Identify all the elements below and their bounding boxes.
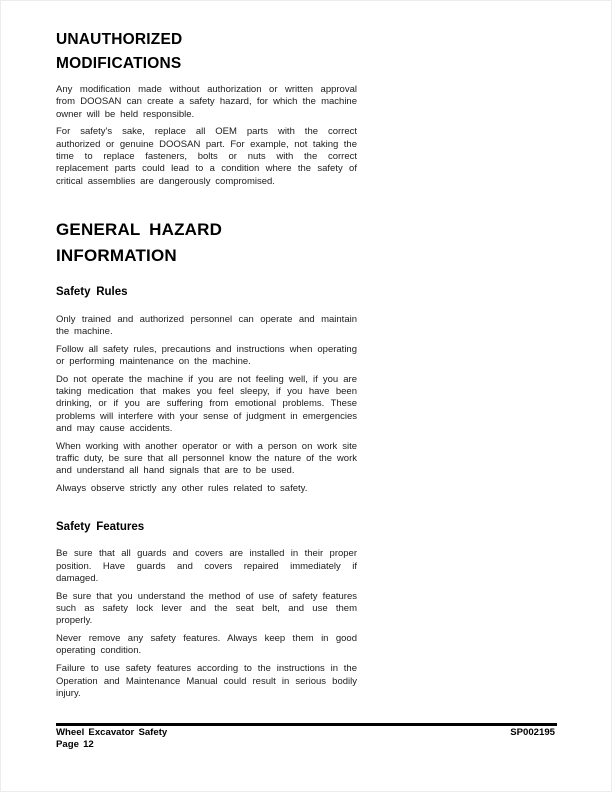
paragraph: Always observe strictly any other rules related to safety. xyxy=(56,483,308,495)
paragraph: Any modification made without authorization or written approval from DOOSAN can create a safety hazard, for which the machine owner will be held responsible. xyxy=(56,84,357,120)
subsection-title-safety-rules: Safety Rules xyxy=(56,285,128,298)
paragraph: Be sure that all guards and covers are installed in their proper position. Have guards and covers repaired immediately if damaged. xyxy=(56,548,357,584)
footer-page-number: Page 12 xyxy=(56,739,94,750)
paragraph: For safety's sake, replace all OEM parts with the correct authorized or genuine DOOSAN part. For example, not taking the time to replace fasteners, bolts or nuts with the correct replacement parts could lead to a condition where the safety of critical assemblies are dangerously compromised. xyxy=(56,126,357,187)
paragraph: Only trained and authorized personnel can operate and maintain the machine. xyxy=(56,313,357,337)
paragraph: Never remove any safety features. Always keep them in good operating condition. xyxy=(56,633,357,657)
section-title-general-hazard-information: GENERAL HAZARD INFORMATION xyxy=(56,219,223,265)
section-title-unauthorized-modifications: UNAUTHORIZED MODIFICATIONS xyxy=(56,31,183,72)
footer-document-code: SP002195 xyxy=(510,727,555,738)
paragraph: Failure to use safety features according to the instructions in the Operation and Maintenance Manual could result in serious bodily injury. xyxy=(56,663,357,699)
paragraph: Follow all safety rules, precautions and instructions when operating or performing maintenance on the machine. xyxy=(56,343,357,368)
footer-left xyxy=(56,727,167,751)
paragraph: Be sure that you understand the method of use of safety features such as safety lock lever and the seat belt, and use them properly. xyxy=(56,590,357,627)
subsection-title-safety-features: Safety Features xyxy=(56,520,145,533)
footer-rule xyxy=(56,723,557,726)
paragraph: Do not operate the machine if you are not feeling well, if you are taking medication that makes you feel sleepy, if you have been drinking, or if you are suffering from emotional problems. These problems will interfere with your sense of judgment in emergencies and may cause accidents. xyxy=(56,373,357,435)
footer-manual-title: Wheel Excavator Safety xyxy=(56,727,168,738)
paragraph: When working with another operator or with a person on work site traffic duty, be sure that all personnel know the nature of the work and understand all hand signals that are to be used. xyxy=(56,440,357,477)
content-column xyxy=(56,28,357,700)
